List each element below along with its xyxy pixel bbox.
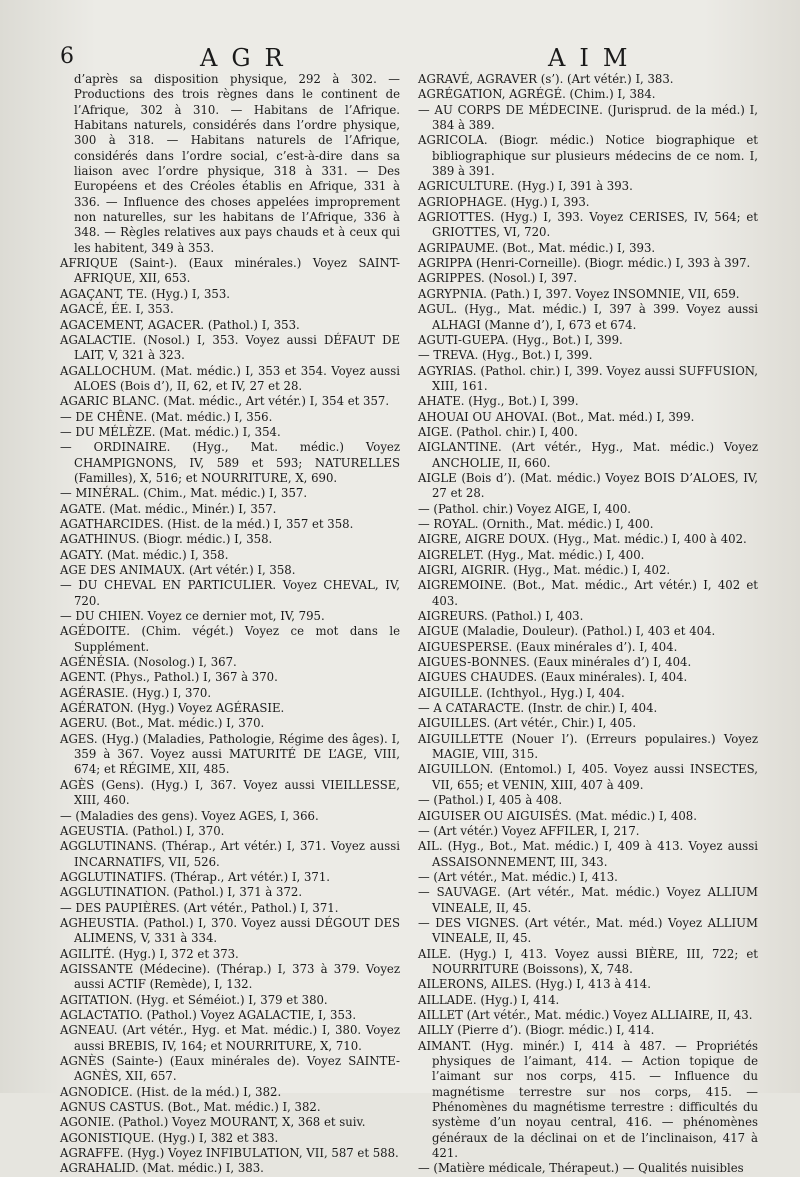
index-entry: — DE CHÊNE. (Mat. médic.) I, 356. [60,409,273,424]
index-entry: AILLADE. (Hyg.) I, 414. [418,992,560,1007]
index-entry: AIGUES CHAUDES. (Eaux minérales). I, 404. [418,670,688,685]
index-entry: AGUTI-GUEPA. (Hyg., Bot.) I, 399. [418,332,623,347]
index-entry: AGGLUTINATIFS. (Thérap., Art vétér.) I, 371. [60,869,330,884]
index-entry: AGONIE. (Pathol.) Voyez MOURANT, X, 368 et suiv. [60,1115,366,1130]
index-entry: AIGUES-BONNES. (Eaux minérales d’) I, 404. [418,655,692,670]
index-entry: AGENT. (Phys., Pathol.) I, 367 à 370. [60,670,278,685]
index-entry: AIGUILLON. (Entomol.) I, 405. Voyez aussi INSECTES, VII, 655; et VENIN, XIII, 407 à 409. [418,762,758,792]
index-entry: AIGREURS. (Pathol.) I, 403. [418,609,584,624]
index-entry: AHATE. (Hyg., Bot.) I, 399. [418,394,579,409]
index-entry: — (Maladies des gens). Voyez AGES, I, 366. [60,808,319,823]
index-entry: AGRIPPA (Henri-Corneille). (Biogr. médic.) I, 393 à 397. [418,256,751,271]
index-entry: AGÉNÉSIA. (Nosolog.) I, 367. [60,655,237,670]
index-entry: AGALACTIE. (Nosol.) I, 353. Voyez aussi DÉFAUT DE LAIT, V, 321 à 323. [60,332,400,363]
index-column-right [418,72,758,1177]
index-entry: AGEUSTIA. (Pathol.) I, 370. [60,823,225,838]
index-entry: AIGRE, AIGRE DOUX. (Hyg., Mat. médic.) I, 400 à 402. [418,532,747,547]
index-entry: — DU MÉLÈZE. (Mat. médic.) I, 354. [60,424,281,439]
index-entry: — (Pathol. chir.) Voyez AIGE, I, 400. [418,501,632,516]
index-entry: AGÉRATON. (Hyg.) Voyez AGÉRASIE. [60,701,285,716]
index-entry: AILLY (Pierre d’). (Biogr. médic.) I, 414. [418,1023,655,1038]
index-entry: AIGLE (Bois d’). (Mat. médic.) Voyez BOIS D’ALOES, IV, 27 et 28. [418,470,758,501]
index-entry: AIGLANTINE. (Art vétér., Hyg., Mat. médic.) Voyez ANCHOLIE, II, 660. [418,440,758,470]
index-entry: AIMANT. (Hyg. minér.) I, 414 à 487. — Propriétés physiques de l’aimant, 414. — Action topique de l’aimant sur nos corps, 415. — Influence du magnétisme terrestre sur nos corps, 415. — Phénomènes du magnétisme terrestre : difficultés du système d’un noyau central, 416. — phénomènes généraux de la déclinai on et de l’inclinaison, 417 à 421. [418,1038,758,1161]
index-entry: AGRÉGATION, AGRÉGÉ. (Chim.) I, 384. [418,87,656,102]
index-entry: AGACEMENT, AGACER. (Pathol.) I, 353. [60,317,300,332]
running-head-left: AGR [200,44,297,72]
index-entry: — ORDINAIRE. (Hyg., Mat. médic.) Voyez CHAMPIGNONS, IV, 589 et 593; NATURELLES (Familles), X, 516; et NOURRITURE, X, 690. [60,440,400,485]
index-entry: AGES. (Hyg.) (Maladies, Pathologie, Régime des âges). I, 359 à 367. Voyez aussi MATURITÉ DE L’AGE, VIII, 674; et RÉGIME, XII, 485. [60,731,400,777]
index-entry: AILERONS, AILES. (Hyg.) I, 413 à 414. [418,977,651,992]
index-entry: AIGRI, AIGRIR. (Hyg., Mat. médic.) I, 402. [418,563,671,577]
index-entry: AILLET (Art vétér., Mat. médic.) Voyez ALLIAIRE, II, 43. [418,1007,753,1022]
index-entry: AIL. (Hyg., Bot., Mat. médic.) I, 409 à 413. Voyez aussi ASSAISONNEMENT, III, 343. [418,839,758,869]
index-entry: AGUL. (Hyg., Mat. médic.) I, 397 à 399. Voyez aussi ALHAGI (Manne d’), I, 673 et 674. [418,302,758,332]
index-entry: AGAÇANT, TE. (Hyg.) I, 353. [60,286,230,301]
index-entry: — DU CHIEN. Voyez ce dernier mot, IV, 795. [60,609,325,624]
index-entry: AGALLOCHUM. (Mat. médic.) I, 353 et 354. Voyez aussi ALOES (Bois d’), II, 62, et IV, 27 et 28. [60,363,400,393]
index-entry: AGGLUTINATION. (Pathol.) I, 371 à 372. [60,885,303,900]
index-entry: AGLACTATIO. (Pathol.) Voyez AGALACTIE, I, 353. [60,1007,357,1022]
index-entry: — (Pathol.) I, 405 à 408. [418,793,563,808]
index-entry: — (Matière médicale, Thérapeut.) — Qualités nuisibles [418,1161,744,1176]
running-head-right: AIM [548,44,642,72]
index-entry: — DU CHEVAL EN PARTICULIER. Voyez CHEVAL, IV, 720. [60,578,400,608]
index-entry: — A CATARACTE. (Instr. de chir.) I, 404. [418,701,658,716]
index-entry: AILE. (Hyg.) I, 413. Voyez aussi BIÈRE, III, 722; et NOURRITURE (Boissons), X, 748. [418,946,758,976]
index-entry: AGITATION. (Hyg. et Séméiot.) I, 379 et 380. [60,992,328,1007]
index-entry: — AU CORPS DE MÉDECINE. (Jurisprud. de la méd.) I, 384 à 389. [418,102,758,133]
index-entry: AGRIOTTES. (Hyg.) I, 393. Voyez CERISES, IV, 564; et GRIOTTES, VI, 720. [418,210,758,240]
index-entry: AGRIPAUME. (Bot., Mat. médic.) I, 393. [418,240,656,255]
index-entry: AGATHARCIDES. (Hist. de la méd.) I, 357 et 358. [60,516,354,531]
index-entry: AGNUS CASTUS. (Bot., Mat. médic.) I, 382. [60,1100,321,1115]
index-entry: AGNÈS (Sainte-) (Eaux minérales de). Voyez SAINTE-AGNÈS, XII, 657. [60,1054,400,1084]
index-entry: AIGUILLETTE (Nouer l’). (Erreurs populaires.) Voyez MAGIE, VIII, 315. [418,731,758,762]
index-entry: AGRAVÉ, AGRAVER (s’). (Art vétér.) I, 383. [418,72,674,86]
index-entry: AGRAHALID. (Mat. médic.) I, 383. [60,1161,264,1176]
page-bottom-margin [0,1060,800,1093]
index-entry: AGHEUSTIA. (Pathol.) I, 370. Voyez aussi DÉGOUT DES ALIMENS, V, 331 à 334. [60,915,400,946]
index-entry: AGNEAU. (Art vétér., Hyg. et Mat. médic.) I, 380. Voyez aussi BREBIS, IV, 164; et NOURRITURE, X, 710. [60,1023,400,1053]
index-entry: AGISSANTE (Médecine). (Thérap.) I, 373 à 379. Voyez aussi ACTIF (Remède), I, 132. [60,961,400,992]
index-entry: AIGUESPERSE. (Eaux minérales d’). I, 404. [418,639,678,654]
index-entry: — (Art vétér.) Voyez AFFILER, I, 217. [418,823,640,838]
index-entry: AIGRELET. (Hyg., Mat. médic.) I, 400. [418,547,645,562]
index-entry: AGRYPNIA. (Path.) I, 397. Voyez INSOMNIE, VII, 659. [418,286,740,301]
index-entry: AGÈS (Gens). (Hyg.) I, 367. Voyez aussi VIEILLESSE, XIII, 460. [60,777,400,808]
index-entry: AGÉDOITE. (Chim. végét.) Voyez ce mot dans le Supplément. [60,624,400,654]
index-entry: AFRIQUE (Saint-). (Eaux minérales.) Voyez SAINT-AFRIQUE, XII, 653. [60,256,400,286]
index-entry: AIGUISER OU AIGUISÉS. (Mat. médic.) I, 408. [418,808,697,823]
index-entry: — DES PAUPIÈRES. (Art vétér., Pathol.) I, 371. [60,900,339,915]
index-entry: AGRAFFE. (Hyg.) Voyez INFIBULATION, VII, 587 et 588. [60,1146,399,1161]
index-entry: AGYRIAS. (Pathol. chir.) I, 399. Voyez aussi SUFFUSION, XIII, 161. [418,363,758,393]
index-entry: AGILITÉ. (Hyg.) I, 372 et 373. [60,946,239,961]
index-entry: AGRICULTURE. (Hyg.) I, 391 à 393. [418,179,633,194]
index-entry: AGONISTIQUE. (Hyg.) I, 382 et 383. [60,1130,279,1145]
index-entry: AIGREMOINE. (Bot., Mat. médic., Art vétér.) I, 402 et 403. [418,578,758,608]
index-entry: d’après sa disposition physique, 292 à 302. — Productions des trois règnes dans le continent de l’Afrique, 302 à 310. — Habitans de l’Afrique. Habitans naturels, considérés dans l’ordre physique, 300 à 318. — Habitans naturels de l’Afrique, considérés dans l’ordre social, c’est-à-dire dans sa liaison avec l’ordre physique, 318 à 331. — Des Européens et des Créoles établis en Afrique, 331 à 336. — Influence des choses appelées improprement non naturelles, sur les habitans de l’Afrique, 336 à 348. — Règles relatives aux pays chauds et à ceux qui les habitent, 349 à 353. [74,72,400,255]
index-entry: AGRIPPES. (Nosol.) I, 397. [418,271,578,286]
index-entry: AIGUILLES. (Art vétér., Chir.) I, 405. [418,716,637,731]
index-entry: — TREVA. (Hyg., Bot.) I, 399. [418,348,593,363]
index-entry: AGGLUTINANS. (Thérap., Art vétér.) I, 371. Voyez aussi INCARNATIFS, VII, 526. [60,839,400,869]
index-entry: AGERU. (Bot., Mat. médic.) I, 370. [60,716,265,731]
index-entry: AIGE. (Pathol. chir.) I, 400. [418,424,578,439]
index-entry: AGRIOPHAGE. (Hyg.) I, 393. [418,194,590,209]
index-entry: AGATY. (Mat. médic.) I, 358. [60,547,229,562]
index-entry: AGACÉ, ÉE. I, 353. [60,302,174,317]
index-entry: — ROYAL. (Ornith., Mat. médic.) I, 400. [418,516,654,531]
index-entry: — DES VIGNES. (Art vétér., Mat. méd.) Voyez ALLIUM VINEALE, II, 45. [418,915,758,946]
index-entry: — SAUVAGE. (Art vétér., Mat. médic.) Voyez ALLIUM VINEALE, II, 45. [418,885,758,915]
index-entry: — MINÉRAL. (Chim., Mat. médic.) I, 357. [60,486,308,501]
page-number: 6 [60,44,74,69]
index-entry: AHOUAI OU AHOVAI. (Bot., Mat. méd.) I, 399. [418,409,695,424]
index-entry: AGRICOLA. (Biogr. médic.) Notice biographique et bibliographique sur plusieurs médecins de ce nom. I, 389 à 391. [418,133,758,179]
index-entry: AGÉRASIE. (Hyg.) I, 370. [60,685,212,700]
index-column-left [60,72,400,1177]
index-entry: AGATHINUS. (Biogr. médic.) I, 358. [60,532,273,547]
index-entry: AIGUILLE. (Ichthyol., Hyg.) I, 404. [418,685,625,700]
index-entry: AGARIC BLANC. (Mat. médic., Art vétér.) I, 354 et 357. [60,394,390,409]
index-entry: — (Art vétér., Mat. médic.) I, 413. [418,869,618,884]
index-entry: AGATE. (Mat. médic., Minér.) I, 357. [60,501,277,516]
index-entry: AGE DES ANIMAUX. (Art vétér.) I, 358. [60,563,296,577]
index-entry: AGNODICE. (Hist. de la méd.) I, 382. [60,1084,282,1099]
index-entry: AIGUE (Maladie, Douleur). (Pathol.) I, 403 et 404. [418,624,716,639]
